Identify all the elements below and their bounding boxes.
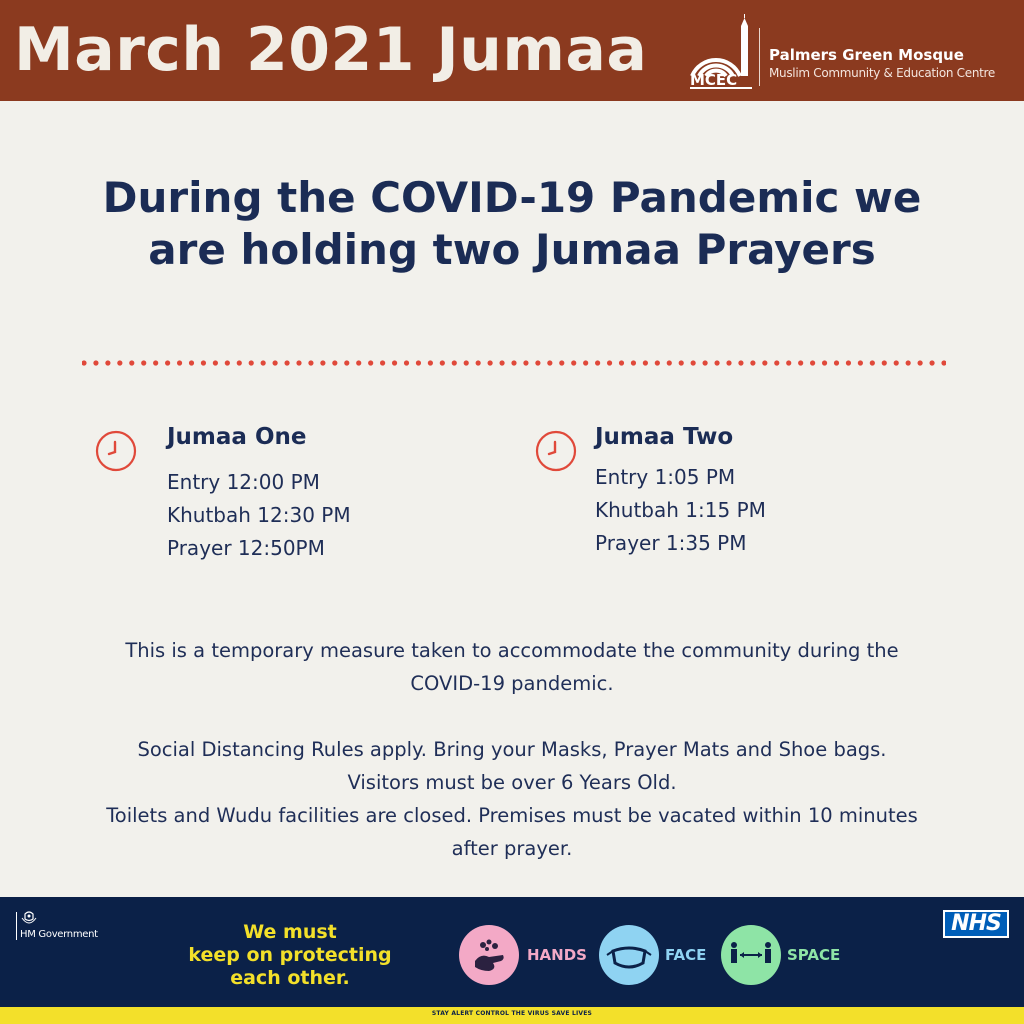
- headline: [40, 172, 984, 276]
- session-two-title: Jumaa Two: [595, 424, 734, 450]
- header-banner: [0, 0, 1024, 101]
- face-label: FACE: [665, 946, 707, 964]
- note-line: COVID-19 pandemic.: [410, 672, 614, 695]
- space-label: SPACE: [787, 946, 841, 964]
- dotted-divider: [82, 359, 946, 367]
- govt-bar: [16, 912, 17, 940]
- page-title: March 2021 Jumaa: [14, 15, 648, 85]
- slogan-line: each other.: [230, 967, 350, 989]
- session-one-title: Jumaa One: [167, 424, 307, 450]
- session-one-prayer: Prayer 12:50PM: [167, 536, 325, 560]
- session-two-khutbah: Khutbah 1:15 PM: [595, 498, 766, 522]
- logo-text: MCEC: [690, 71, 738, 89]
- hands-label: HANDS: [527, 946, 587, 964]
- rules-line: Social Distancing Rules apply. Bring your Masks, Prayer Mats and Shoe bags.: [137, 738, 887, 761]
- clock-icon: [95, 430, 137, 472]
- temporary-measure-note: [60, 634, 964, 700]
- rules-line: Toilets and Wudu facilities are closed. Premises must be vacated within 10 minutes: [106, 804, 918, 827]
- hands-icon: [459, 925, 519, 985]
- mosque-logo-icon: [688, 14, 760, 90]
- rules-line: Visitors must be over 6 Years Old.: [347, 771, 677, 794]
- rules-line: after prayer.: [451, 837, 573, 860]
- space-icon: [721, 925, 781, 985]
- logo-divider: [759, 28, 760, 86]
- session-two-prayer: Prayer 1:35 PM: [595, 531, 747, 555]
- face-icon: [599, 925, 659, 985]
- rules-note: [60, 733, 964, 865]
- session-two-entry: Entry 1:05 PM: [595, 465, 736, 489]
- headline-line-1: During the COVID-19 Pandemic we: [102, 173, 922, 222]
- org-subtitle: Muslim Community & Education Centre: [769, 66, 996, 80]
- org-name: Palmers Green Mosque: [769, 46, 964, 64]
- footer-strip-text: STAY ALERT CONTROL THE VIRUS SAVE LIVES: [431, 1010, 593, 1017]
- nhs-logo: NHS: [943, 910, 1009, 938]
- slogan-line: keep on protecting: [188, 944, 392, 966]
- session-one-khutbah: Khutbah 12:30 PM: [167, 503, 351, 527]
- note-line: This is a temporary measure taken to accommodate the community during the: [125, 639, 899, 662]
- session-one-entry: Entry 12:00 PM: [167, 470, 320, 494]
- slogan: [180, 921, 400, 990]
- slogan-line: We must: [243, 921, 337, 943]
- headline-line-2: are holding two Jumaa Prayers: [148, 225, 876, 274]
- clock-icon: [535, 430, 577, 472]
- govt-label: HM Government: [20, 929, 98, 940]
